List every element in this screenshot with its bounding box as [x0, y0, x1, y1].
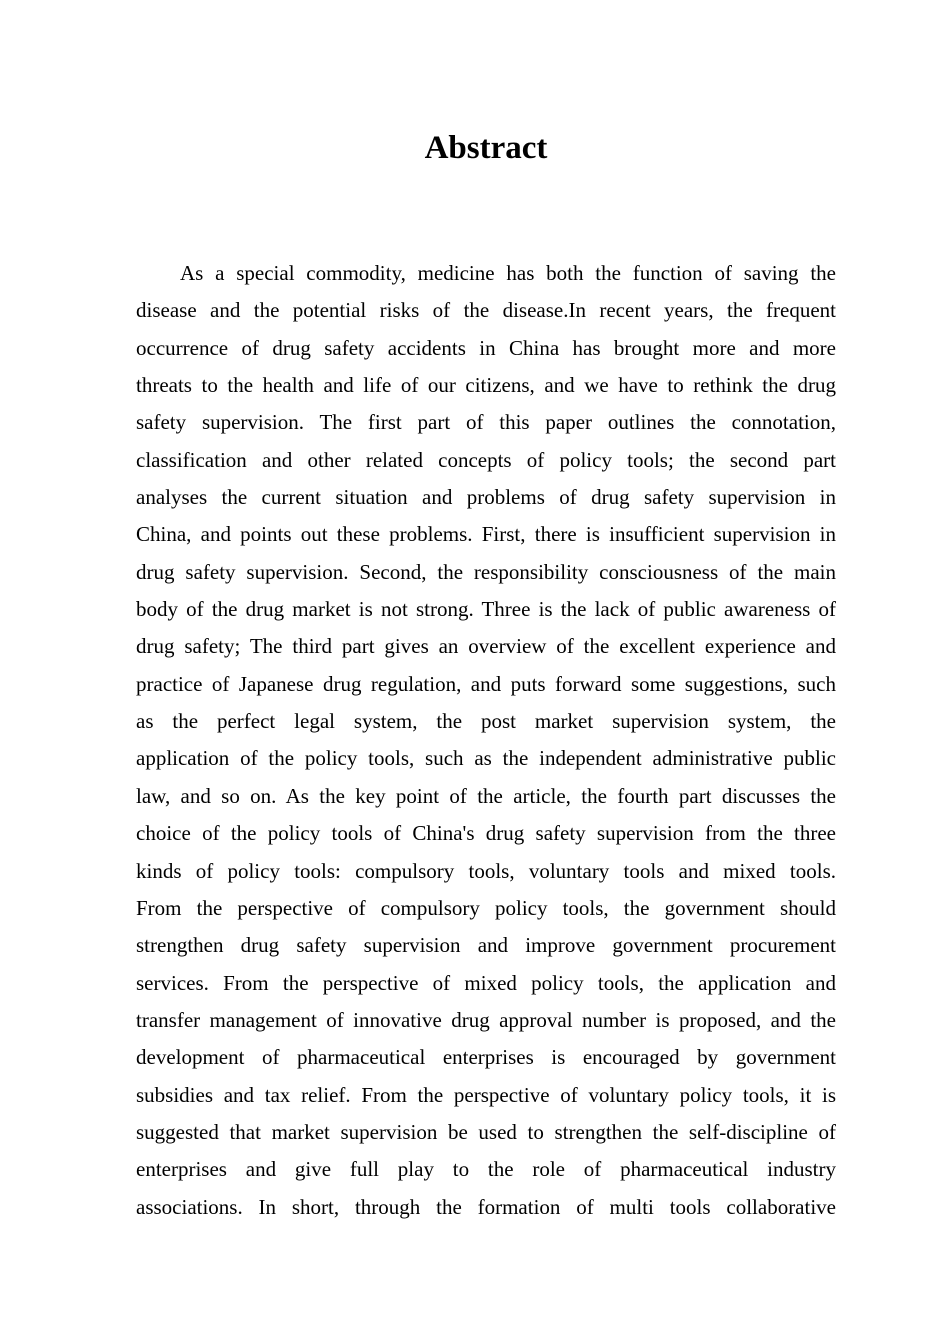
text-line: development of pharmaceutical enterprises is encouraged by government: [136, 1045, 836, 1070]
text-line: drug safety; The third part gives an overview of the excellent experience and: [136, 634, 836, 659]
text-line: choice of the policy tools of China's drug safety supervision from the three: [136, 821, 836, 846]
text-line: China, and points out these problems. First, there is insufficient supervision in: [136, 522, 836, 547]
page-title: Abstract: [424, 130, 548, 166]
text-line: kinds of policy tools: compulsory tools, voluntary tools and mixed tools.: [136, 858, 836, 883]
text-line: disease and the potential risks of the disease.In recent years, the frequent: [136, 298, 836, 323]
text-line: practice of Japanese drug regulation, and puts forward some suggestions, such: [136, 671, 836, 696]
text-line: subsidies and tax relief. From the perspective of voluntary policy tools, it is: [136, 1082, 836, 1107]
abstract-paragraph: [136, 255, 836, 1226]
text-line: associations. In short, through the formation of multi tools collaborative: [136, 1194, 836, 1219]
text-line: as the perfect legal system, the post market supervision system, the: [136, 709, 836, 734]
text-line: threats to the health and life of our citizens, and we have to rethink the drug: [136, 373, 836, 398]
text-line: law, and so on. As the key point of the article, the fourth part discusses the: [136, 783, 836, 808]
text-line: From the perspective of compulsory policy tools, the government should: [136, 895, 836, 920]
text-line: enterprises and give full play to the role of pharmaceutical industry: [136, 1157, 836, 1182]
text-line: drug safety supervision. Second, the responsibility consciousness of the main: [136, 559, 836, 584]
text-line: occurrence of drug safety accidents in China has brought more and more: [136, 335, 836, 360]
text-line: strengthen drug safety supervision and improve government procurement: [136, 933, 836, 958]
text-line: services. From the perspective of mixed policy tools, the application and: [136, 970, 836, 995]
text-line: suggested that market supervision be used to strengthen the self-discipline of: [136, 1119, 836, 1144]
text-line: analyses the current situation and problems of drug safety supervision in: [136, 485, 836, 510]
text-line: body of the drug market is not strong. Three is the lack of public awareness of: [136, 597, 836, 622]
text-line: As a special commodity, medicine has both the function of saving the: [180, 261, 836, 285]
text-line: application of the policy tools, such as the independent administrative public: [136, 746, 836, 771]
text-line: transfer management of innovative drug approval number is proposed, and the: [136, 1007, 836, 1032]
text-line: safety supervision. The first part of this paper outlines the connotation,: [136, 410, 836, 435]
text-line: classification and other related concepts of policy tools; the second part: [136, 447, 836, 472]
